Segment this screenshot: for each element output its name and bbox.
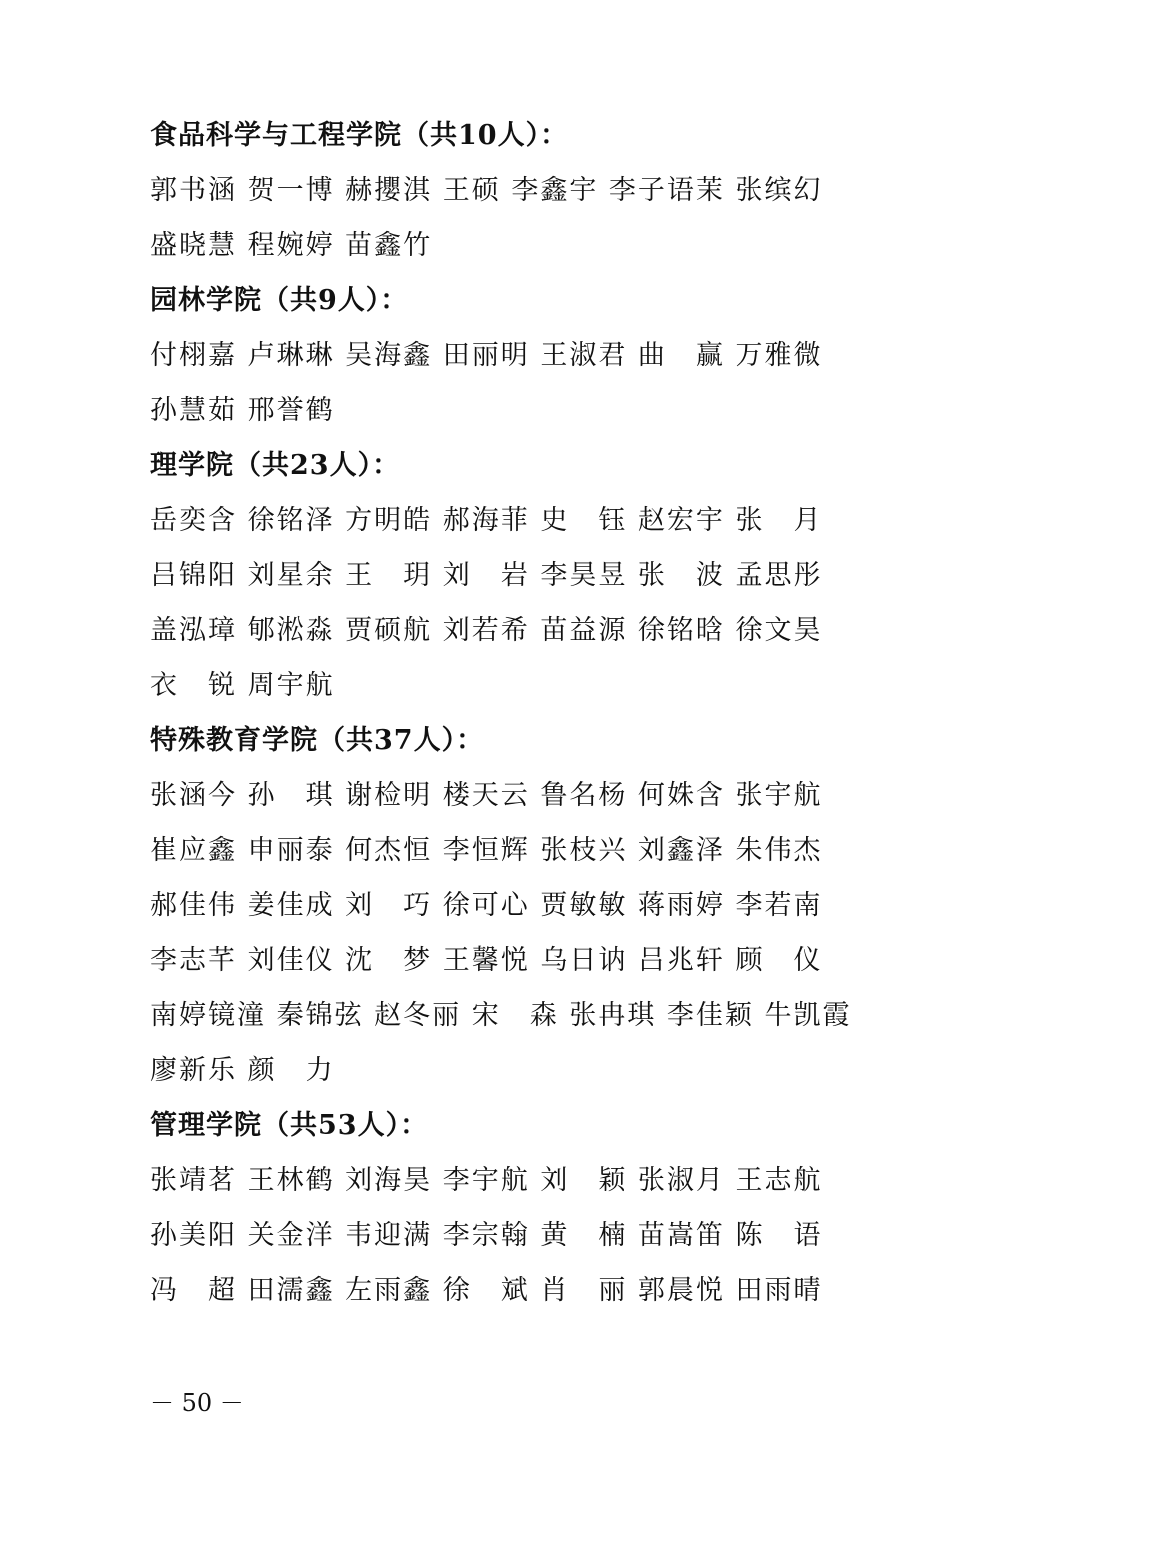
name-line: 盛晓慧 程婉婷 苗鑫竹 xyxy=(150,230,433,261)
section-heading: 管理学院（共53人）： xyxy=(150,1110,429,1141)
page-number: － 50 － xyxy=(150,1389,244,1417)
name-line: 李志芊 刘佳仪 沈 梦 王馨悦 乌日讷 吕兆轩 顾 仪 xyxy=(150,945,823,976)
name-line: 南婷镜潼 秦锦弦 赵冬丽 宋 森 张冉琪 李佳颖 牛凯霞 xyxy=(150,1000,852,1031)
section-science xyxy=(150,438,1030,713)
name-line: 廖新乐 颜 力 xyxy=(150,1055,335,1086)
name-line: 盖泓璋 郇淞淼 贾硕航 刘若希 苗益源 徐铭晗 徐文昊 xyxy=(150,615,823,646)
section-food-science xyxy=(150,108,1030,273)
section-heading: 园林学院（共9人）： xyxy=(150,285,409,316)
name-line: 衣 锐 周宇航 xyxy=(150,670,335,701)
section-special-education xyxy=(150,713,1030,1098)
name-line: 郝佳伟 姜佳成 刘 巧 徐可心 贾敏敏 蒋雨婷 李若南 xyxy=(150,890,823,921)
section-management xyxy=(150,1098,1030,1318)
name-line: 张靖茗 王林鹤 刘海昊 李宇航 刘 颖 张淑月 王志航 xyxy=(150,1165,823,1196)
name-line: 付栩嘉 卢琳琳 吴海鑫 田丽明 王淑君 曲 赢 万雅微 xyxy=(150,340,823,371)
section-landscape xyxy=(150,273,1030,438)
name-line: 郭书涵 贺一博 赫攖淇 王硕 李鑫宇 李子语茉 张缤幻 xyxy=(150,175,823,206)
name-line: 岳奕含 徐铭泽 方明皓 郝海菲 史 钰 赵宏宇 张 月 xyxy=(150,505,823,536)
name-line: 吕锦阳 刘星余 王 玥 刘 岩 李昊昱 张 波 孟思彤 xyxy=(150,560,823,591)
name-line: 张涵今 孙 琪 谢检明 楼天云 鲁名杨 何姝含 张宇航 xyxy=(150,780,823,811)
section-heading: 特殊教育学院（共37人）： xyxy=(150,725,485,756)
name-line: 孙美阳 关金洋 韦迎满 李宗翰 黄 楠 苗嵩笛 陈 语 xyxy=(150,1220,823,1251)
section-heading: 理学院（共23人）： xyxy=(150,450,401,481)
name-line: 孙慧茹 邢誉鹤 xyxy=(150,395,335,426)
name-line: 崔应鑫 申丽泰 何杰恒 李恒辉 张枝兴 刘鑫泽 朱伟杰 xyxy=(150,835,823,866)
document-body xyxy=(150,108,1030,1318)
name-line: 冯 超 田濡鑫 左雨鑫 徐 斌 肖 丽 郭晨悦 田雨晴 xyxy=(150,1275,823,1306)
section-heading: 食品科学与工程学院（共10人）： xyxy=(150,120,569,151)
